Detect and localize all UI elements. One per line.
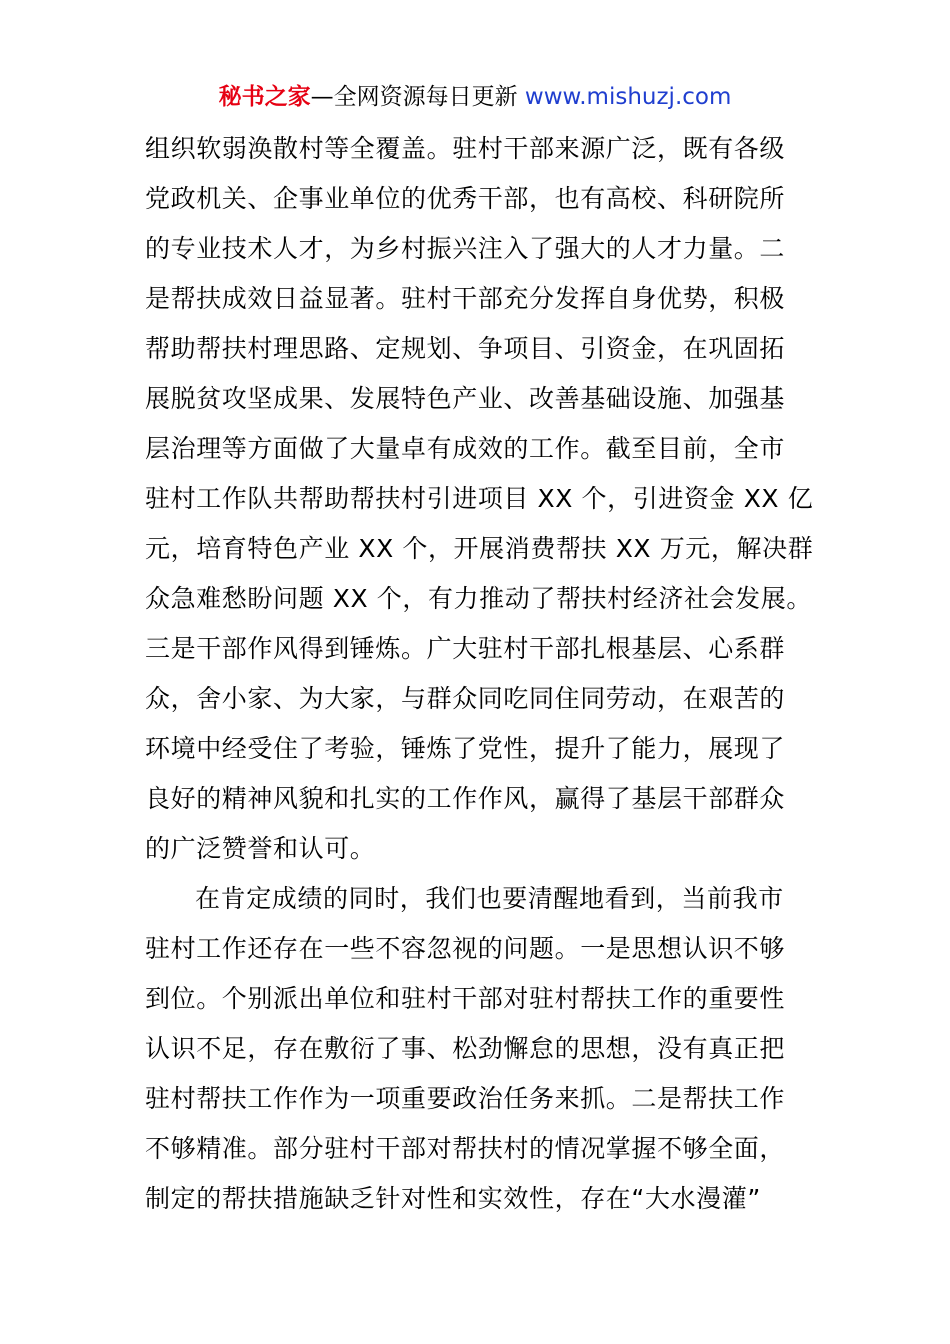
text-line: 层治理等方面做了大量卓有成效的工作。截至目前，全市	[145, 434, 786, 463]
text-line: 到位。个别派出单位和驻村干部对驻村帮扶工作的重要性	[145, 984, 786, 1013]
site-tagline: —全网资源每日更新	[310, 84, 525, 110]
text-line: 良好的精神风貌和扎实的工作作风，赢得了基层干部群众	[145, 784, 786, 813]
text-line: 元，培育特色产业 XX 个，开展消费帮扶 XX 万元，解决群	[145, 534, 814, 563]
text-line: 不够精准。部分驻村干部对帮扶村的情况掌握不够全面，	[145, 1134, 786, 1163]
text-line: 的专业技术人才，为乡村振兴注入了强大的人才力量。二	[145, 234, 786, 263]
text-line: 制定的帮扶措施缺乏针对性和实效性，存在“大水漫灌”	[145, 1184, 761, 1213]
text-line: 众，舍小家、为大家，与群众同吃同住同劳动，在艰苦的	[145, 684, 786, 713]
page-header	[0, 80, 950, 114]
site-url-link[interactable]: www.mishuzj.com	[524, 84, 732, 110]
text-line: 是帮扶成效日益显著。驻村干部充分发挥自身优势，积极	[145, 284, 786, 313]
text-line: 环境中经受住了考验，锤炼了党性，提升了能力，展现了	[145, 734, 786, 763]
paragraph-1	[145, 124, 815, 874]
paragraph-2	[145, 874, 815, 1224]
text-line: 展脱贫攻坚成果、发展特色产业、改善基础设施、加强基	[145, 384, 786, 413]
site-brand: 秘书之家	[218, 84, 311, 110]
document-body	[145, 124, 815, 1224]
text-line: 驻村工作还存在一些不容忽视的问题。一是思想认识不够	[145, 934, 786, 963]
text-line: 在肯定成绩的同时，我们也要清醒地看到，当前我市	[195, 884, 784, 913]
text-line: 帮助帮扶村理思路、定规划、争项目、引资金，在巩固拓	[145, 334, 786, 363]
text-line: 三是干部作风得到锤炼。广大驻村干部扎根基层、心系群	[145, 634, 786, 663]
text-line: 的广泛赞誉和认可。	[145, 834, 376, 863]
text-line: 认识不足，存在敷衍了事、松劲懈怠的思想，没有真正把	[145, 1034, 786, 1063]
text-line: 驻村工作队共帮助帮扶村引进项目 XX 个，引进资金 XX 亿	[145, 484, 814, 513]
text-line: 党政机关、企事业单位的优秀干部，也有高校、科研院所	[145, 184, 786, 213]
text-line: 驻村帮扶工作作为一项重要政治任务来抓。二是帮扶工作	[145, 1084, 786, 1113]
text-line: 组织软弱涣散村等全覆盖。驻村干部来源广泛，既有各级	[145, 134, 786, 163]
text-line: 众急难愁盼问题 XX 个，有力推动了帮扶村经济社会发展。	[145, 584, 812, 613]
